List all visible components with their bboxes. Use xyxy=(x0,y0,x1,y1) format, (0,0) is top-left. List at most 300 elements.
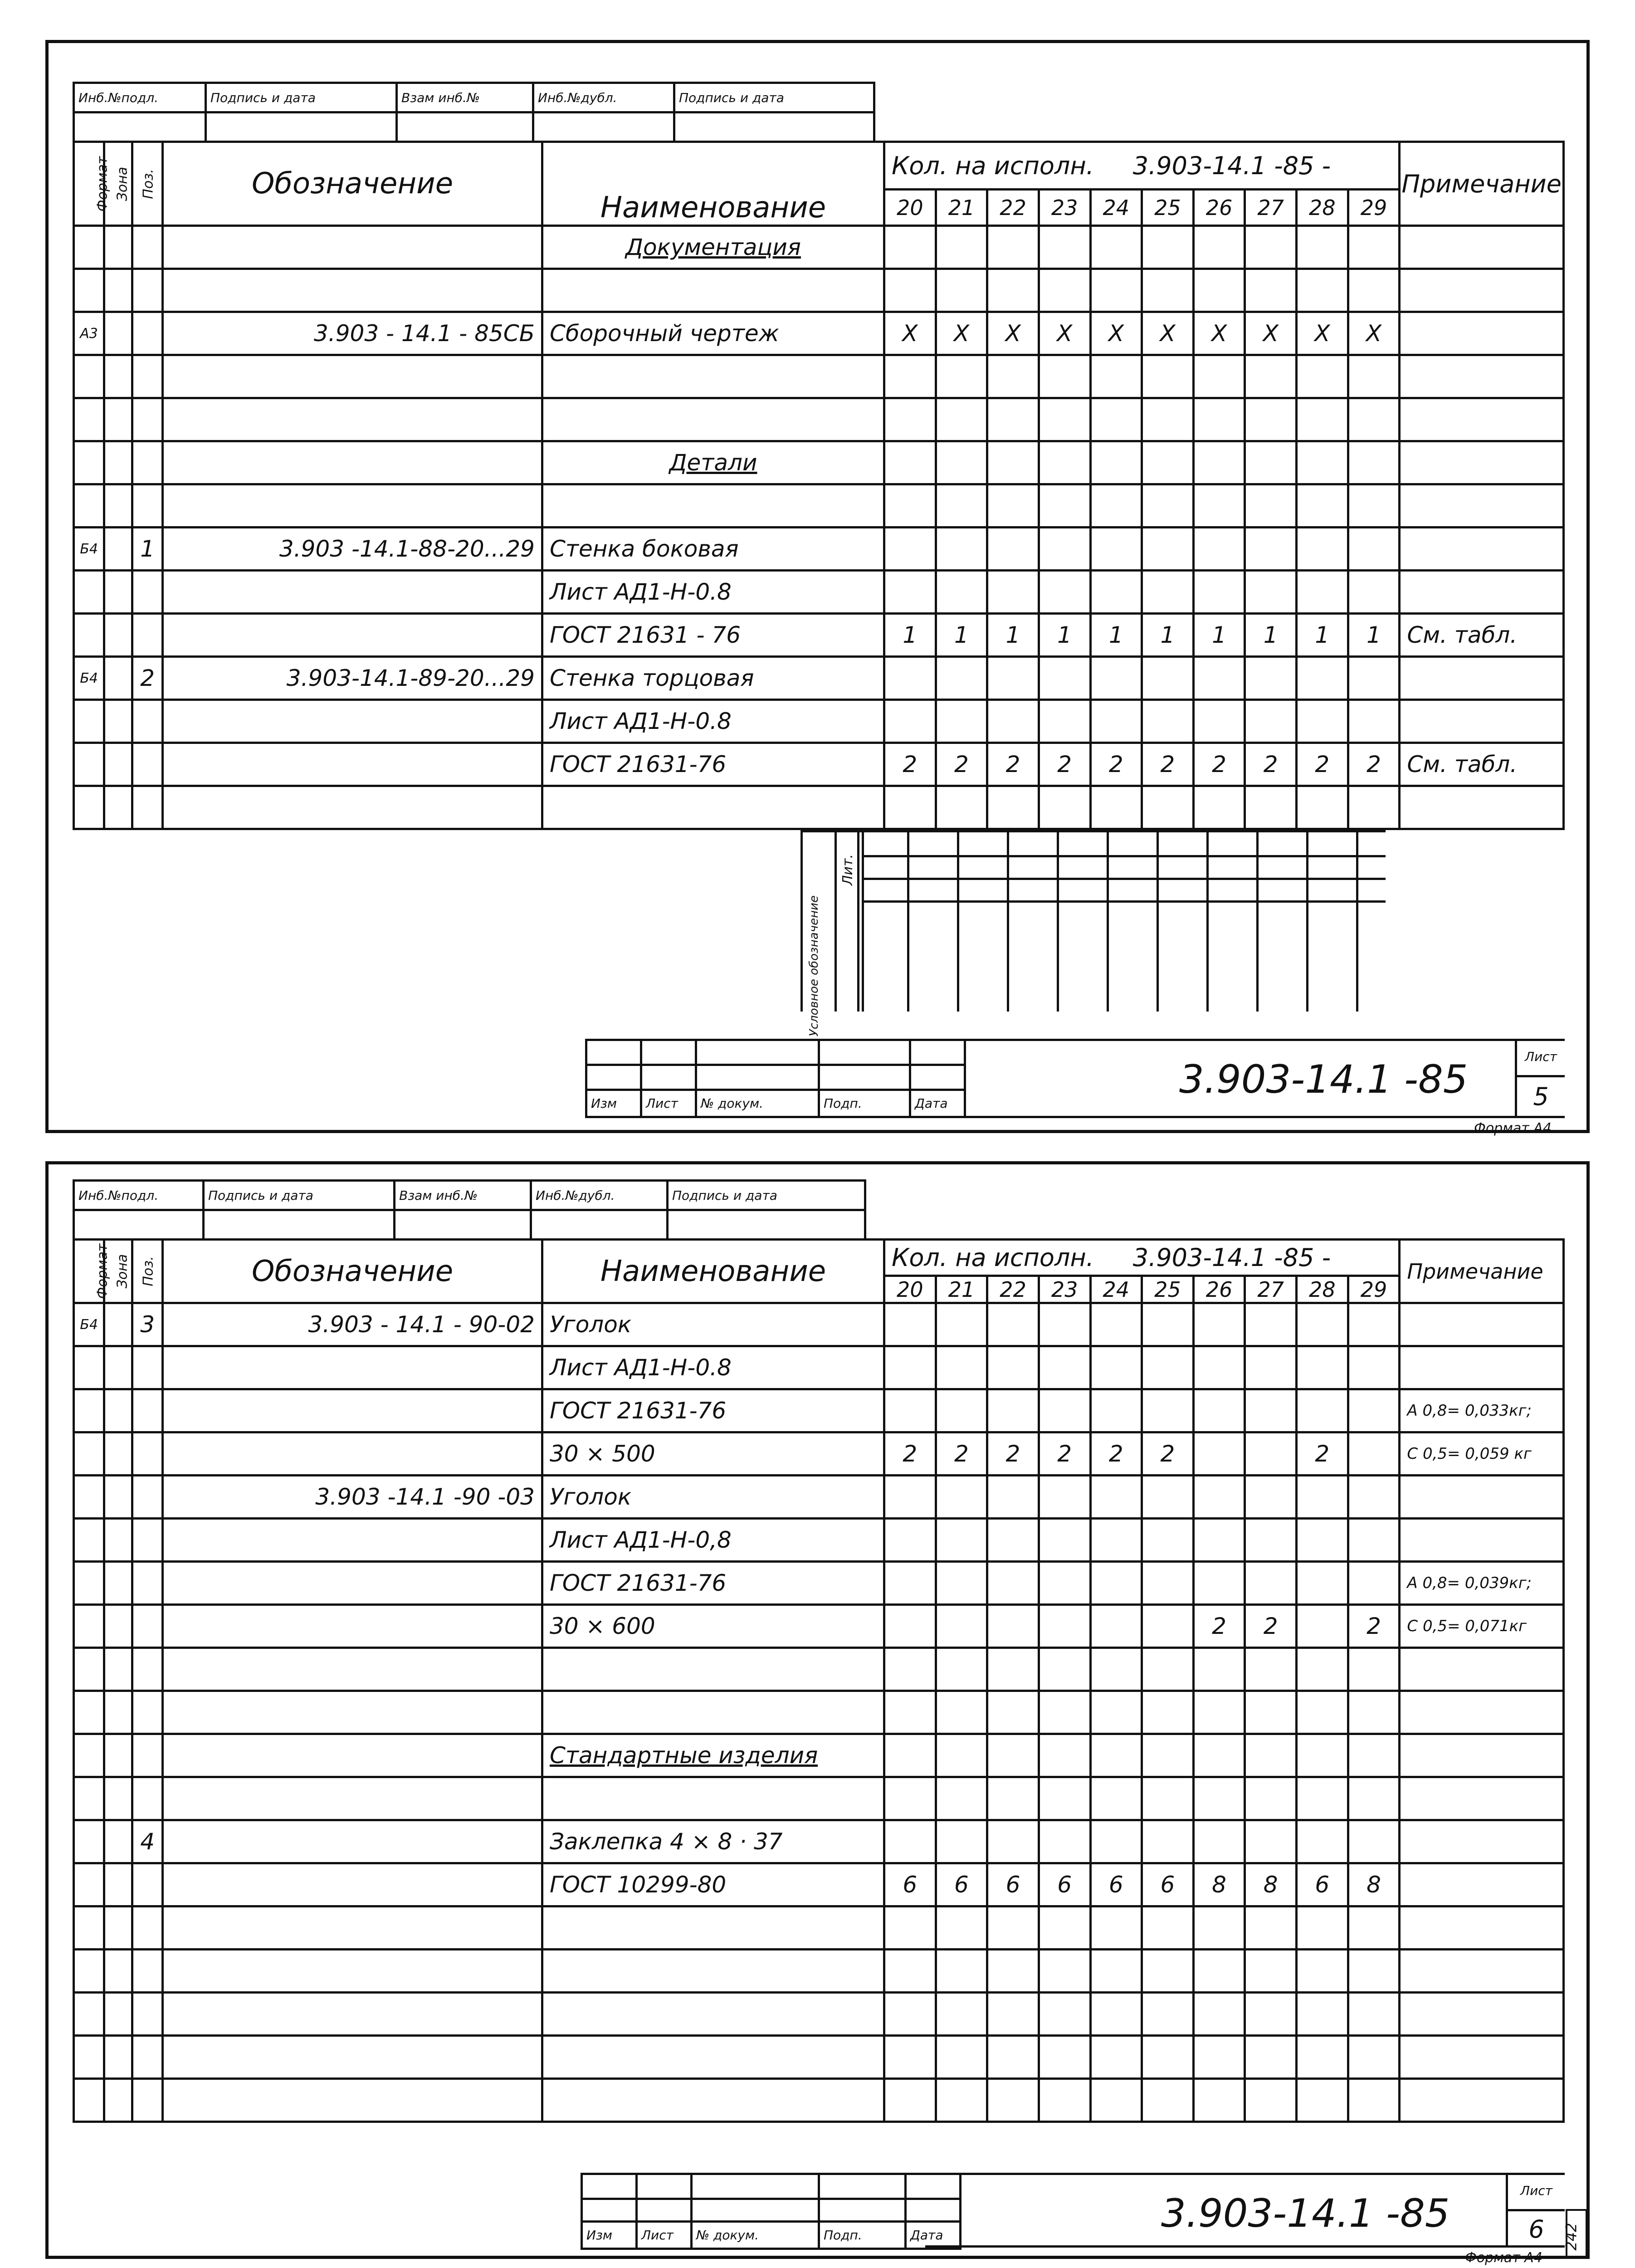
name-cell: 30 × 600 xyxy=(542,1605,884,1648)
qty-cell xyxy=(1297,398,1348,441)
name-cell xyxy=(542,786,884,829)
variant-header: 27 xyxy=(1245,1276,1297,1303)
qty-cell: X xyxy=(1142,312,1194,355)
note-cell xyxy=(1400,1476,1564,1519)
name-cell xyxy=(542,484,884,528)
table-row xyxy=(74,1519,1564,1562)
format-cell xyxy=(74,1777,104,1820)
qty-cell xyxy=(884,1605,936,1648)
pos-cell xyxy=(132,1605,163,1648)
designation-cell xyxy=(163,1820,542,1863)
qty-cell xyxy=(936,1777,987,1820)
grid-line xyxy=(957,830,959,1012)
qty-cell xyxy=(987,1734,1039,1777)
stamp-cell: Инб.№дубл. xyxy=(531,1181,668,1210)
qty-cell xyxy=(884,1906,936,1950)
qty-cell xyxy=(1039,1734,1090,1777)
note-cell xyxy=(1400,226,1564,269)
lit-box-1 xyxy=(800,830,1386,1012)
designation-cell: 3.903 -14.1 -90 -03 xyxy=(163,1476,542,1519)
qty-cell xyxy=(1039,1906,1090,1950)
qty-cell: X xyxy=(936,312,987,355)
grid-line xyxy=(1256,830,1259,1012)
grid-line xyxy=(907,830,909,1012)
qty-cell xyxy=(1245,1346,1297,1389)
qty-cell xyxy=(1142,1303,1194,1346)
designation-cell xyxy=(163,1432,542,1476)
qty-cell xyxy=(1039,398,1090,441)
format-cell xyxy=(74,2079,104,2122)
qty-cell xyxy=(1142,1519,1194,1562)
qty-cell xyxy=(1142,657,1194,700)
qty-cell xyxy=(884,700,936,743)
stamp-cell: Подпись и дата xyxy=(674,83,874,112)
note-cell xyxy=(1400,355,1564,398)
pos-cell xyxy=(132,1691,163,1734)
format-cell xyxy=(74,1648,104,1691)
qty-cell xyxy=(1090,2036,1142,2079)
qty-cell: 6 xyxy=(1039,1863,1090,1906)
qty-cell xyxy=(1039,1389,1090,1432)
qty-cell xyxy=(1193,1476,1245,1519)
qty-cell: 2 xyxy=(1090,743,1142,786)
pos-cell xyxy=(132,700,163,743)
designation-cell xyxy=(163,1389,542,1432)
col-designation-header: Обозначение xyxy=(163,142,542,226)
qty-cell xyxy=(1039,441,1090,484)
qty-cell xyxy=(1193,657,1245,700)
qty-cell xyxy=(936,1476,987,1519)
format-cell xyxy=(74,786,104,829)
designation-cell xyxy=(163,1950,542,1993)
zone-cell xyxy=(104,1820,132,1863)
name-cell: Лист АД1-Н-0.8 xyxy=(542,571,884,614)
qty-cell xyxy=(884,571,936,614)
note-cell xyxy=(1400,1863,1564,1906)
designation-cell xyxy=(163,1519,542,1562)
qty-cell xyxy=(1090,1519,1142,1562)
qty-cell xyxy=(1348,1906,1400,1950)
qty-cell xyxy=(987,1389,1039,1432)
qty-cell xyxy=(1142,441,1194,484)
qty-cell xyxy=(1297,1993,1348,2036)
name-cell xyxy=(542,355,884,398)
qty-cell xyxy=(987,1820,1039,1863)
qty-cell xyxy=(1245,1820,1297,1863)
name-cell: Заклепка 4 × 8 · 37 xyxy=(542,1820,884,1863)
qty-cell xyxy=(936,355,987,398)
qty-cell: 8 xyxy=(1193,1863,1245,1906)
qty-cell xyxy=(1297,571,1348,614)
qty-cell xyxy=(1348,1950,1400,1993)
variant-header: 21 xyxy=(936,1276,987,1303)
format-cell xyxy=(74,1906,104,1950)
qty-cell: 2 xyxy=(1297,1432,1348,1476)
col-pos-header: Поз. xyxy=(132,142,163,226)
note-cell xyxy=(1400,700,1564,743)
qty-cell xyxy=(987,571,1039,614)
format-cell xyxy=(74,1734,104,1777)
qty-cell xyxy=(1297,1734,1348,1777)
qty-cell: X xyxy=(1193,312,1245,355)
designation-cell xyxy=(163,398,542,441)
name-cell: ГОСТ 10299-80 xyxy=(542,1863,884,1906)
qty-cell xyxy=(987,269,1039,312)
name-cell: Лист АД1-Н-0,8 xyxy=(542,1519,884,1562)
table-row xyxy=(74,700,1564,743)
qty-header: Кол. на исполн. 3.903-14.1 -85 - xyxy=(884,142,1400,190)
designation-cell xyxy=(163,700,542,743)
variant-header: 25 xyxy=(1142,1276,1194,1303)
qty-cell xyxy=(1297,1346,1348,1389)
qty-cell xyxy=(884,528,936,571)
designation-cell xyxy=(163,1346,542,1389)
pos-cell xyxy=(132,1432,163,1476)
qty-cell xyxy=(1142,1734,1194,1777)
qty-cell xyxy=(884,1346,936,1389)
table-row xyxy=(74,312,1564,355)
qty-cell xyxy=(1245,1476,1297,1519)
qty-cell xyxy=(1193,1906,1245,1950)
name-cell: Стенка торцовая xyxy=(542,657,884,700)
zone-cell xyxy=(104,226,132,269)
pos-cell: 2 xyxy=(132,657,163,700)
qty-cell xyxy=(884,1820,936,1863)
zone-cell xyxy=(104,269,132,312)
qty-cell xyxy=(1193,1519,1245,1562)
qty-cell xyxy=(1348,700,1400,743)
designation-cell xyxy=(163,1993,542,2036)
qty-cell xyxy=(1245,1389,1297,1432)
variant-header: 26 xyxy=(1193,190,1245,226)
grid-line xyxy=(1157,830,1159,1012)
qty-cell xyxy=(936,700,987,743)
qty-cell xyxy=(1193,1691,1245,1734)
qty-cell xyxy=(1245,2079,1297,2122)
zone-cell xyxy=(104,1906,132,1950)
pos-cell xyxy=(132,1993,163,2036)
pos-cell xyxy=(132,1906,163,1950)
pos-cell xyxy=(132,1346,163,1389)
conditional-designation-label: Условное обозначение xyxy=(807,895,821,1036)
qty-cell xyxy=(1142,786,1194,829)
note-cell xyxy=(1400,398,1564,441)
qty-cell xyxy=(884,226,936,269)
zone-cell xyxy=(104,484,132,528)
qty-cell xyxy=(1297,1519,1348,1562)
lit-label-col xyxy=(800,830,864,1036)
stamp-bottom-1 xyxy=(585,1039,966,1118)
stamp-label: Лист xyxy=(641,1090,696,1117)
name-cell: Детали xyxy=(542,441,884,484)
qty-cell xyxy=(1090,1389,1142,1432)
qty-cell xyxy=(1348,1648,1400,1691)
format-cell xyxy=(74,398,104,441)
qty-cell: 1 xyxy=(884,614,936,657)
table-row xyxy=(74,743,1564,786)
qty-cell xyxy=(1090,1906,1142,1950)
sheet-label: Лист xyxy=(1508,2173,1565,2211)
name-cell xyxy=(542,1777,884,1820)
qty-cell xyxy=(1297,1777,1348,1820)
table-row xyxy=(74,657,1564,700)
table-row xyxy=(74,1346,1564,1389)
table-row xyxy=(74,1562,1564,1605)
format-cell xyxy=(74,1820,104,1863)
qty-cell xyxy=(1039,528,1090,571)
qty-cell xyxy=(1142,1993,1194,2036)
qty-cell xyxy=(1142,398,1194,441)
qty-cell: X xyxy=(1348,312,1400,355)
format-cell xyxy=(74,1346,104,1389)
zone-cell xyxy=(104,398,132,441)
qty-cell: 2 xyxy=(936,743,987,786)
qty-cell xyxy=(1039,1303,1090,1346)
note-cell xyxy=(1400,1906,1564,1950)
qty-cell xyxy=(1142,484,1194,528)
qty-cell xyxy=(936,1346,987,1389)
qty-cell: 2 xyxy=(936,1432,987,1476)
qty-cell xyxy=(1090,1648,1142,1691)
stamp-cell: Инб.№дубл. xyxy=(533,83,674,112)
note-cell xyxy=(1400,1820,1564,1863)
qty-cell xyxy=(1193,1993,1245,2036)
name-cell xyxy=(542,1648,884,1691)
qty-cell xyxy=(1193,1389,1245,1432)
qty-cell xyxy=(1348,484,1400,528)
pos-cell xyxy=(132,1476,163,1519)
qty-cell xyxy=(1090,484,1142,528)
qty-cell xyxy=(936,484,987,528)
qty-cell xyxy=(987,1346,1039,1389)
qty-cell xyxy=(1193,1432,1245,1476)
designation-cell xyxy=(163,1562,542,1605)
variant-header: 21 xyxy=(936,190,987,226)
qty-cell xyxy=(936,1691,987,1734)
note-cell: С 0,5= 0,071кг xyxy=(1400,1605,1564,1648)
qty-cell xyxy=(987,355,1039,398)
qty-cell xyxy=(936,1648,987,1691)
pos-cell xyxy=(132,312,163,355)
qty-cell xyxy=(1193,786,1245,829)
qty-cell xyxy=(1245,2036,1297,2079)
note-cell xyxy=(1400,1346,1564,1389)
qty-cell xyxy=(1090,269,1142,312)
pos-cell: 3 xyxy=(132,1303,163,1346)
format-cell xyxy=(74,1691,104,1734)
qty-cell xyxy=(884,1562,936,1605)
table-row xyxy=(74,1734,1564,1777)
qty-cell xyxy=(1090,2079,1142,2122)
qty-cell xyxy=(1090,657,1142,700)
grid-line xyxy=(857,830,859,1012)
name-cell xyxy=(542,2079,884,2122)
qty-cell xyxy=(1090,528,1142,571)
qty-cell xyxy=(1193,700,1245,743)
qty-cell xyxy=(1348,1562,1400,1605)
sheet-label: Лист xyxy=(1517,1039,1565,1077)
spec-table-1 xyxy=(73,141,1565,830)
col-pos-header: Поз. xyxy=(132,1240,163,1303)
designation-cell xyxy=(163,1777,542,1820)
sheet-number: 5 xyxy=(1533,1082,1549,1111)
qty-cell xyxy=(1245,441,1297,484)
document-code-1: 3.903-14.1 -85 xyxy=(1179,1057,1468,1102)
qty-cell xyxy=(936,226,987,269)
format-label-1: Формат А4 xyxy=(1474,1120,1552,1136)
qty-cell: 6 xyxy=(936,1863,987,1906)
pos-cell xyxy=(132,1777,163,1820)
qty-cell xyxy=(1090,355,1142,398)
qty-cell: 2 xyxy=(1193,1605,1245,1648)
qty-cell xyxy=(1297,2036,1348,2079)
format-cell xyxy=(74,743,104,786)
qty-cell xyxy=(1090,1777,1142,1820)
qty-cell xyxy=(1039,1562,1090,1605)
qty-cell xyxy=(884,2036,936,2079)
qty-cell xyxy=(1297,226,1348,269)
name-cell: Лист АД1-Н-0.8 xyxy=(542,700,884,743)
zone-cell xyxy=(104,700,132,743)
qty-cell xyxy=(884,484,936,528)
qty-cell xyxy=(884,1950,936,1993)
table-row xyxy=(74,441,1564,484)
qty-cell: 6 xyxy=(1142,1863,1194,1906)
qty-cell xyxy=(1039,571,1090,614)
qty-cell: 2 xyxy=(1348,743,1400,786)
qty-cell xyxy=(1039,226,1090,269)
lit-label: Лит. xyxy=(840,854,856,886)
qty-cell xyxy=(936,1519,987,1562)
qty-cell xyxy=(1142,1906,1194,1950)
designation-cell xyxy=(163,2079,542,2122)
qty-cell xyxy=(1193,528,1245,571)
qty-cell xyxy=(1245,571,1297,614)
note-cell xyxy=(1400,484,1564,528)
qty-cell xyxy=(884,1777,936,1820)
format-cell xyxy=(74,1605,104,1648)
zone-cell xyxy=(104,657,132,700)
zone-cell xyxy=(104,1303,132,1346)
qty-cell xyxy=(1090,1303,1142,1346)
col-format-header: Формат xyxy=(74,142,104,226)
qty-cell xyxy=(1245,1648,1297,1691)
name-cell: Стандартные изделия xyxy=(542,1734,884,1777)
note-cell xyxy=(1400,1648,1564,1691)
qty-cell xyxy=(1039,1519,1090,1562)
qty-cell xyxy=(936,269,987,312)
note-cell: С 0,5= 0,059 кг xyxy=(1400,1432,1564,1476)
zone-cell xyxy=(104,1648,132,1691)
qty-cell xyxy=(1297,1691,1348,1734)
format-cell xyxy=(74,1950,104,1993)
qty-cell xyxy=(987,1691,1039,1734)
qty-cell xyxy=(987,1519,1039,1562)
qty-cell xyxy=(936,1993,987,2036)
qty-cell: 1 xyxy=(1193,614,1245,657)
format-cell xyxy=(74,441,104,484)
qty-cell xyxy=(1090,1605,1142,1648)
qty-cell xyxy=(1142,528,1194,571)
designation-cell xyxy=(163,1734,542,1777)
designation-cell xyxy=(163,441,542,484)
pos-cell xyxy=(132,571,163,614)
grid-line xyxy=(1356,830,1358,1012)
qty-cell xyxy=(1348,1777,1400,1820)
qty-cell: 2 xyxy=(987,1432,1039,1476)
qty-cell xyxy=(884,2079,936,2122)
qty-cell xyxy=(1142,2079,1194,2122)
qty-cell xyxy=(1348,1389,1400,1432)
note-cell xyxy=(1400,2079,1564,2122)
note-cell xyxy=(1400,269,1564,312)
qty-cell xyxy=(1039,355,1090,398)
qty-cell xyxy=(1193,1950,1245,1993)
qty-cell xyxy=(1245,657,1297,700)
zone-cell xyxy=(104,614,132,657)
qty-cell xyxy=(987,786,1039,829)
qty-cell xyxy=(1142,1950,1194,1993)
qty-cell xyxy=(1245,1734,1297,1777)
qty-cell xyxy=(884,786,936,829)
table-row xyxy=(74,1820,1564,1863)
qty-cell xyxy=(936,571,987,614)
qty-cell xyxy=(1297,700,1348,743)
qty-cell xyxy=(1348,2079,1400,2122)
pos-cell: 1 xyxy=(132,528,163,571)
designation-cell: 3.903 - 14.1 - 90-02 xyxy=(163,1303,542,1346)
variant-header: 25 xyxy=(1142,190,1194,226)
qty-cell xyxy=(1297,1389,1348,1432)
format-cell xyxy=(74,2036,104,2079)
qty-cell xyxy=(1348,571,1400,614)
qty-cell: X xyxy=(987,312,1039,355)
qty-cell xyxy=(1090,1734,1142,1777)
note-cell xyxy=(1400,1303,1564,1346)
table-row xyxy=(74,398,1564,441)
qty-cell: 1 xyxy=(1039,614,1090,657)
qty-cell: 2 xyxy=(1348,1605,1400,1648)
qty-cell xyxy=(1142,1820,1194,1863)
qty-cell xyxy=(1193,1346,1245,1389)
qty-cell xyxy=(1039,1605,1090,1648)
note-cell xyxy=(1400,657,1564,700)
table-row xyxy=(74,1777,1564,1820)
stamp-label: Дата xyxy=(906,2222,961,2249)
zone-cell xyxy=(104,786,132,829)
qty-cell xyxy=(1090,226,1142,269)
qty-cell xyxy=(1193,2079,1245,2122)
qty-cell xyxy=(1193,355,1245,398)
qty-cell xyxy=(987,2036,1039,2079)
note-cell: А 0,8= 0,039кг; xyxy=(1400,1562,1564,1605)
qty-cell xyxy=(936,441,987,484)
qty-cell: 2 xyxy=(1039,743,1090,786)
qty-cell xyxy=(1193,2036,1245,2079)
qty-cell: 6 xyxy=(987,1863,1039,1906)
qty-cell xyxy=(1193,441,1245,484)
zone-cell xyxy=(104,743,132,786)
variant-header: 23 xyxy=(1039,190,1090,226)
qty-cell xyxy=(1090,1476,1142,1519)
format-cell: А3 xyxy=(74,312,104,355)
designation-cell xyxy=(163,614,542,657)
qty-cell: X xyxy=(1245,312,1297,355)
table-row xyxy=(74,1906,1564,1950)
qty-cell xyxy=(1348,1519,1400,1562)
qty-cell xyxy=(936,1605,987,1648)
pos-cell xyxy=(132,484,163,528)
